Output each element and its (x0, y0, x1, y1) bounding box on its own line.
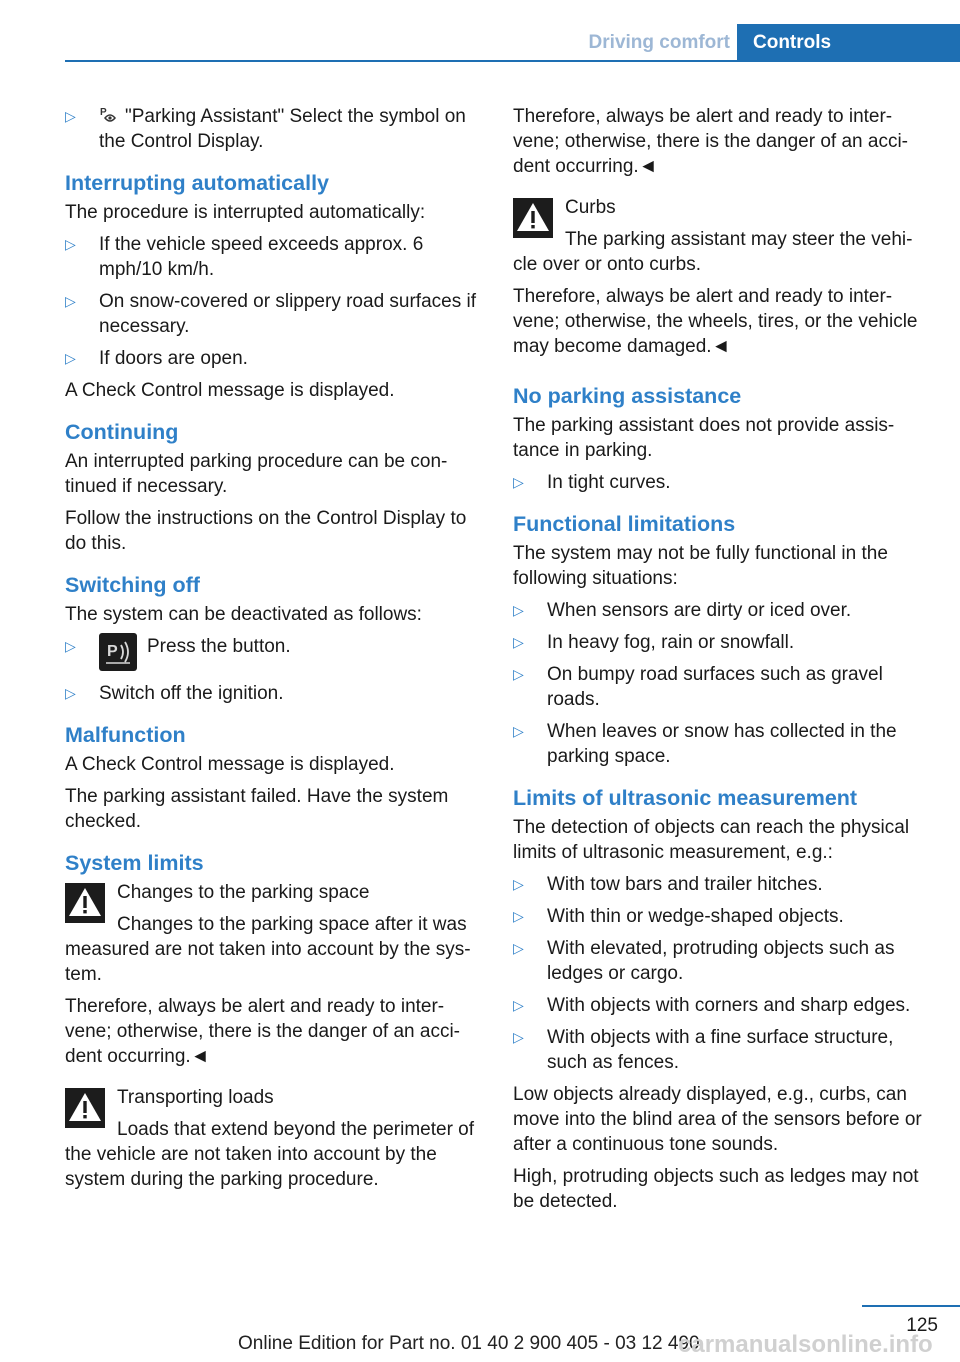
interrupting-note: A Check Control message is displayed. (65, 380, 395, 401)
bullet-icon: ▷ (513, 723, 524, 739)
warning-title: Transporting loads (117, 1087, 274, 1108)
list-item (513, 662, 931, 712)
ultrasonic-text-2: High, protruding objects such as ledges may not be detected. (513, 1166, 919, 1212)
warning-triangle-icon (513, 198, 553, 238)
list-item-text: With thin or wedge-shaped objects. (547, 906, 844, 927)
list-item (513, 904, 931, 929)
malfunction-text-1: A Check Control message is displayed. (65, 754, 395, 775)
list-item-text: When sensors are dirty or iced over. (547, 600, 852, 621)
list-item (513, 719, 931, 769)
continuing-text-2: Follow the instructions on the Control Display to do this. (65, 508, 467, 554)
list-item (513, 470, 931, 495)
heading-switching-off: Switching off (65, 573, 200, 597)
warning-title: Changes to the parking space (117, 882, 370, 903)
list-item-text: With tow bars and trailer hitches. (547, 874, 823, 895)
functional-intro: The system may not be fully functional in the following situations: (513, 543, 888, 589)
no-assist-intro: The parking assistant does not provide assis‐tance in parking. (513, 415, 895, 461)
list-item-text: If the vehicle speed exceeds approx. 6 mph/10 km/h. (99, 234, 424, 280)
list-item-text: Press the button. (147, 636, 291, 657)
page-number: 125 (906, 1315, 938, 1336)
warning-triangle-icon (65, 883, 105, 923)
warning-triangle-icon (65, 1088, 105, 1128)
footer-edition: Online Edition for Part no. 01 40 2 900 405 - 03 12 490 (238, 1333, 700, 1354)
heading-system-limits: System limits (65, 851, 204, 875)
list-item (65, 634, 483, 674)
parking-assistant-list (65, 104, 483, 154)
bullet-icon: ▷ (513, 940, 524, 956)
page-number-rule (862, 1305, 960, 1307)
bullet-icon: ▷ (513, 602, 524, 618)
list-item-text: With elevated, protruding objects such as ledges or cargo. (547, 938, 895, 984)
list-item (513, 1025, 931, 1075)
continuing-text-1: An interrupted parking procedure can be con‐tinued if necessary. (65, 451, 448, 497)
parking-assistant-symbol-icon (99, 105, 121, 125)
list-item (513, 936, 931, 986)
heading-functional-limitations: Functional limitations (513, 512, 736, 536)
bullet-icon: ▷ (65, 236, 76, 252)
heading-malfunction: Malfunction (65, 723, 186, 747)
list-item (65, 289, 483, 339)
header-tab-controls: Controls (737, 24, 960, 62)
parking-assistant-instruction: "Parking Assistant" Select the symbol on the Control Display. (99, 106, 466, 152)
header-section-label: Driving comfort (588, 32, 730, 53)
left-column (65, 104, 483, 1199)
list-item-text: On snow-covered or slippery road surfaces if necessary. (99, 291, 476, 337)
heading-interrupting: Interrupting automatically (65, 171, 330, 195)
warning-text: The parking assistant may steer the vehi‐cle over or onto curbs. (513, 229, 913, 275)
bullet-icon: ▷ (513, 997, 524, 1013)
bullet-icon: ▷ (65, 638, 76, 654)
interrupting-intro: The procedure is interrupted automatically: (65, 202, 426, 223)
functional-list (513, 598, 931, 769)
right-column (513, 104, 931, 1221)
bullet-icon: ▷ (65, 108, 76, 124)
warning-text-2: Therefore, always be alert and ready to inter‐vene; otherwise, the wheels, tires, or the vehicle may become damaged.◄ (513, 286, 918, 357)
warning-curbs (513, 195, 931, 359)
bullet-icon: ▷ (65, 293, 76, 309)
warning-transporting-loads (65, 1085, 483, 1192)
svg-text:P: P (107, 643, 118, 660)
bullet-icon: ▷ (513, 876, 524, 892)
bullet-icon: ▷ (513, 908, 524, 924)
svg-text:P: P (100, 107, 107, 118)
ultrasonic-intro: The detection of objects can reach the physical limits of ultrasonic measurement, e.g.: (513, 817, 910, 863)
heading-continuing: Continuing (65, 420, 179, 444)
list-item-text: Switch off the ignition. (99, 683, 284, 704)
no-assist-list (513, 470, 931, 495)
list-item (65, 346, 483, 371)
list-item (513, 630, 931, 655)
bullet-icon: ▷ (65, 350, 76, 366)
interrupting-list (65, 232, 483, 371)
list-item-text: If doors are open. (99, 348, 248, 369)
list-item (65, 104, 483, 154)
switching-list (65, 634, 483, 706)
list-item-text: In tight curves. (547, 472, 671, 493)
list-item-text: With objects with a fine surface structure, such as fences. (547, 1027, 894, 1073)
malfunction-text-2: The parking assistant failed. Have the system checked. (65, 786, 449, 832)
watermark: carmanualsonline.info (678, 1331, 933, 1358)
list-item (513, 872, 931, 897)
list-item-text: With objects with corners and sharp edges. (547, 995, 911, 1016)
switching-intro: The system can be deactivated as follows: (65, 604, 422, 625)
heading-ultrasonic-limits: Limits of ultrasonic measurement (513, 786, 858, 810)
heading-no-parking-assistance: No parking assistance (513, 384, 742, 408)
list-item-text: In heavy fog, rain or snowfall. (547, 632, 795, 653)
bullet-icon: ▷ (513, 1029, 524, 1045)
bullet-icon: ▷ (513, 666, 524, 682)
ultrasonic-text-1: Low objects already displayed, e.g., curbs, can move into the blind area of the sensors before or after a continuous tone sounds. (513, 1084, 922, 1155)
warning-text: Changes to the parking space after it was measured are not taken into account by the sys‐tem. (65, 914, 471, 985)
bullet-icon: ▷ (513, 634, 524, 650)
list-item (513, 993, 931, 1018)
list-item (65, 681, 483, 706)
list-item (65, 232, 483, 282)
warning-text-2: Therefore, always be alert and ready to inter‐vene; otherwise, there is the danger of an acci‐dent occurring.◄ (65, 996, 461, 1067)
list-item-text: On bumpy road surfaces such as gravel roads. (547, 664, 883, 710)
list-item-text: When leaves or snow has collected in the parking space. (547, 721, 897, 767)
warning-text: Loads that extend beyond the perimeter of the vehicle are not taken into account by the system during the parking procedure. (65, 1119, 475, 1190)
list-item (513, 598, 931, 623)
warning-parking-space (65, 880, 483, 1069)
warning-continued-text: Therefore, always be alert and ready to inter‐vene; otherwise, there is the danger of an acci‐dent occurring.◄ (513, 106, 909, 177)
parking-button-icon (99, 633, 137, 671)
bullet-icon: ▷ (513, 474, 524, 490)
ultrasonic-list (513, 872, 931, 1075)
warning-title: Curbs (565, 197, 616, 218)
bullet-icon: ▷ (65, 685, 76, 701)
